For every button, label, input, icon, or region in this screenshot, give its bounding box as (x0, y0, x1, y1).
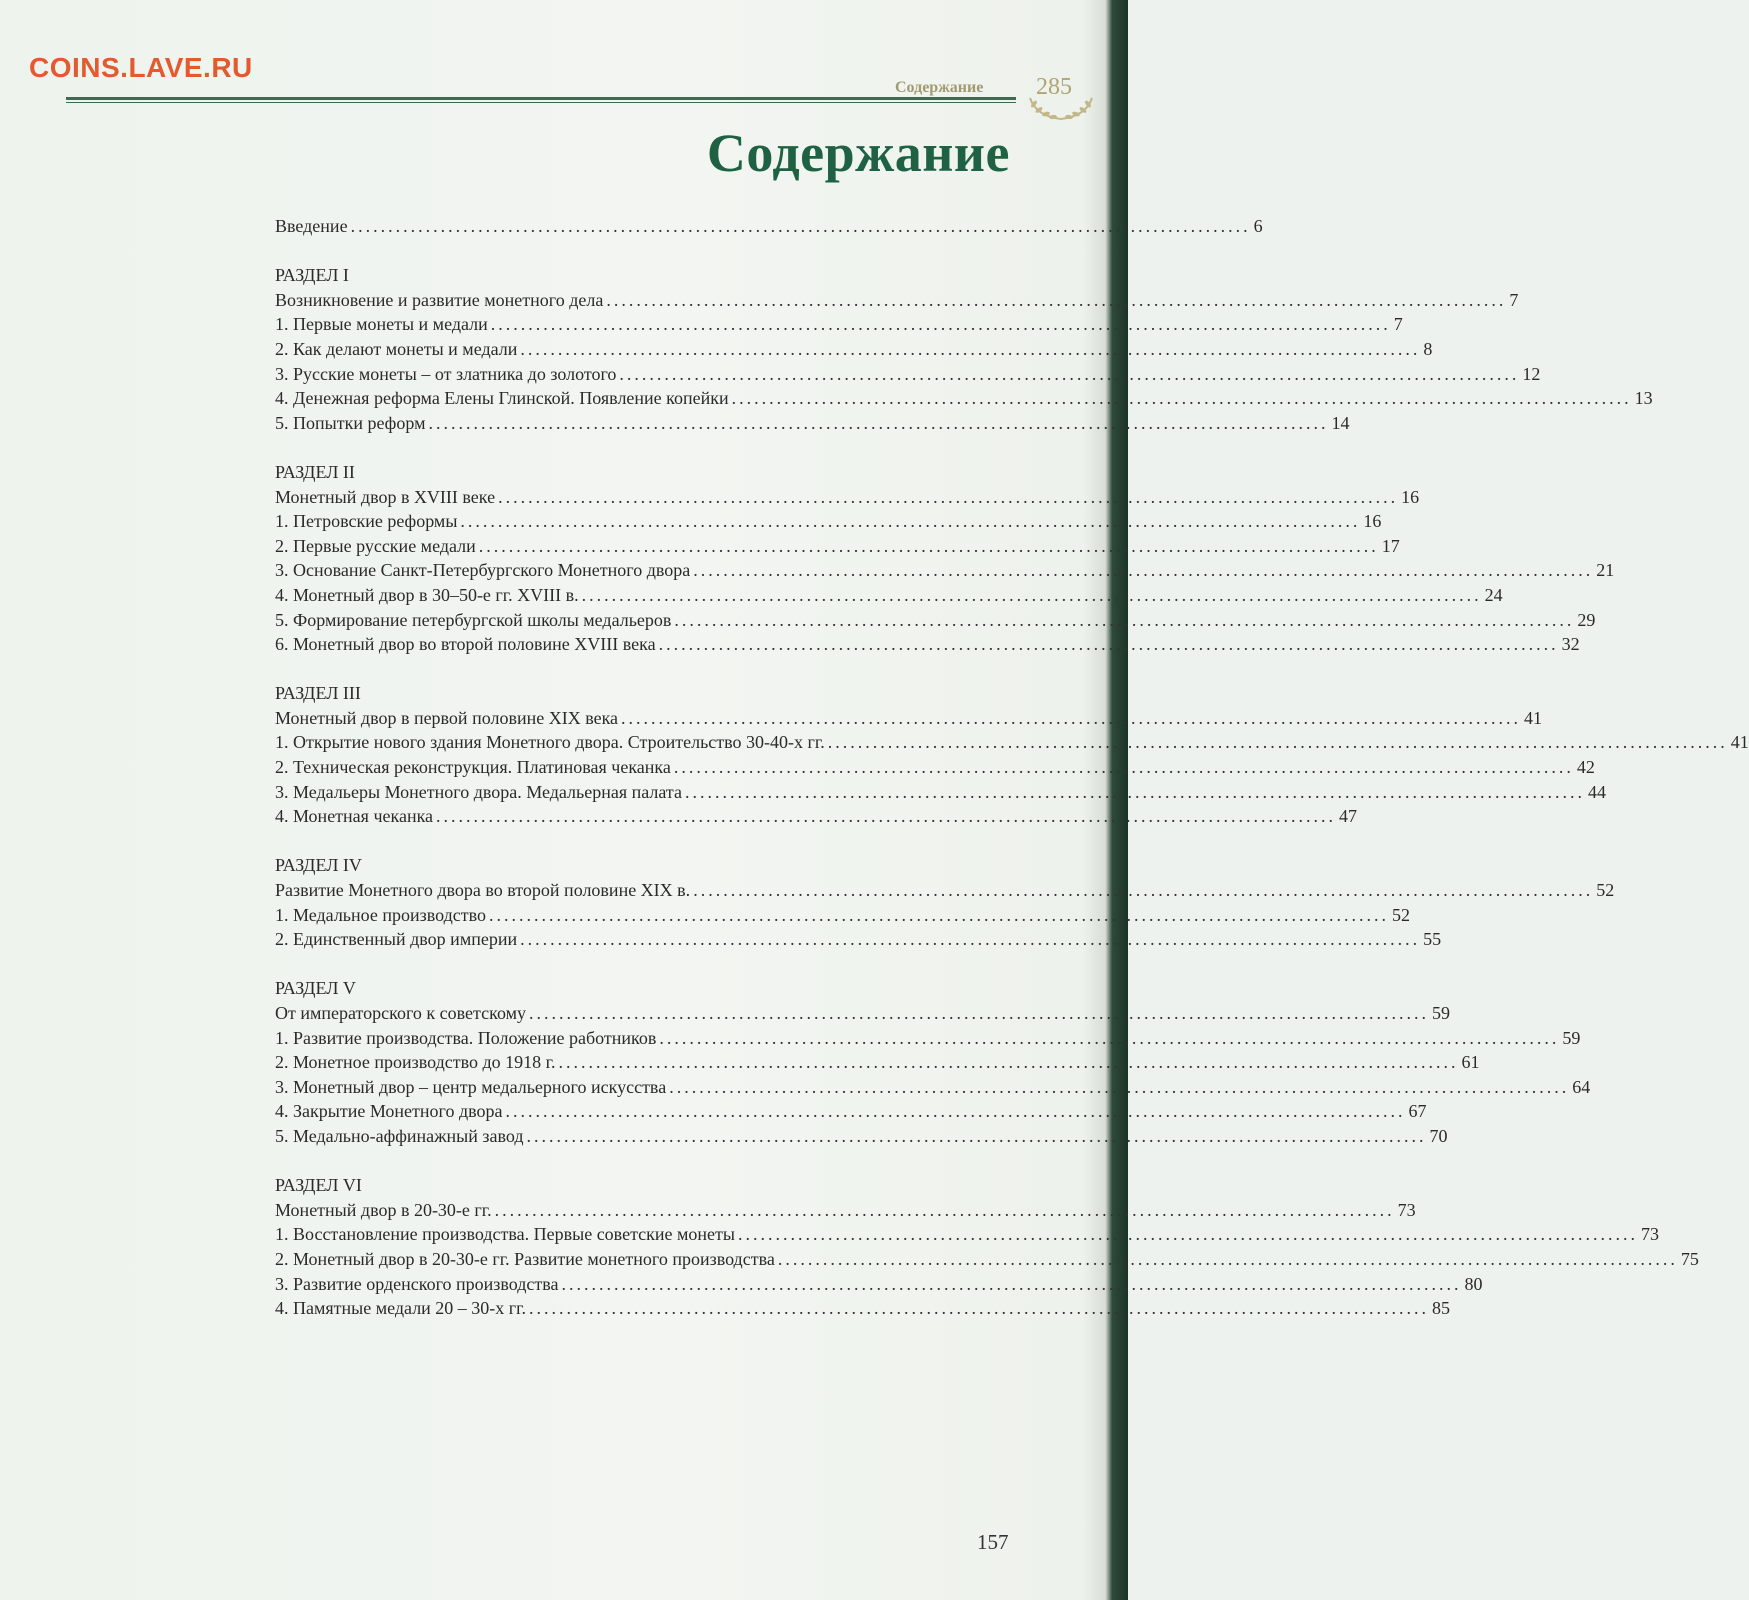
toc-entry-title: 2. Монетное производство до 1918 г. (275, 1052, 556, 1073)
toc-entry-title: 1. Первые монеты и медали (275, 314, 488, 335)
toc-section-heading: РАЗДЕЛ I (275, 265, 349, 286)
toc-leader: ........................................................................................................................ (529, 1003, 1429, 1023)
toc-leader: ........................................................................................................................ (478, 535, 1379, 556)
toc-entry-page: 41 (1730, 732, 1749, 753)
toc-entry-page: 41 (1524, 707, 1543, 728)
toc-section (275, 460, 1615, 657)
toc-entry (275, 804, 1358, 829)
toc-leader: ........................................................................................................................ (520, 338, 1421, 359)
table-of-contents (275, 214, 1749, 1321)
toc-entry (275, 927, 1442, 952)
toc-leader: ........................................................................................................................ (529, 1298, 1430, 1319)
toc-entry-title: 1. Восстановление производства. Первые советские монеты (275, 1224, 735, 1245)
toc-entry-title: Возникновение и развитие монетного дела (275, 289, 604, 310)
toc-entry (275, 1247, 1699, 1272)
toc-entry-page: 44 (1588, 781, 1607, 802)
toc-leader: ........................................................................................................................ (498, 486, 1399, 507)
toc-leader: ........................................................................................................................ (621, 707, 1522, 728)
toc-leader: ........................................................................................................................ (673, 757, 1574, 778)
toc-leader: ........................................................................................................................ (428, 412, 1329, 433)
toc-entry-page: 70 (1429, 1125, 1448, 1146)
toc-entry-title: 2. Монетный двор в 20-30-е гг. Развитие монетного производства (275, 1248, 775, 1269)
toc-entry (275, 534, 1400, 559)
toc-leader: ........................................................................................................................ (827, 732, 1728, 753)
toc-leader: ........................................................................................................................ (658, 634, 1559, 655)
page-title: Содержание (706, 123, 1010, 183)
toc-entry (275, 903, 1410, 928)
toc-entry-page: 75 (1680, 1248, 1699, 1269)
toc-entry (275, 1296, 1451, 1321)
toc-entry (275, 1026, 1581, 1051)
toc-entry (275, 730, 1749, 755)
toc-section (275, 681, 1749, 829)
toc-section-heading: РАЗДЕЛ II (275, 461, 355, 482)
toc-entry-page: 85 (1432, 1298, 1451, 1319)
toc-entry-page: 16 (1401, 486, 1420, 507)
toc-entry (275, 780, 1607, 805)
toc-entry-intro (275, 214, 1263, 239)
toc-entry-page: 16 (1363, 511, 1382, 532)
toc-entry (275, 583, 1503, 608)
toc-entry-title: 4. Денежная реформа Елены Глинской. Появление копейки (275, 388, 729, 409)
toc-entry (275, 288, 1519, 313)
toc-entry-page: 59 (1562, 1027, 1581, 1048)
toc-entry-title: Развитие Монетного двора во второй половине XIX в. (275, 880, 691, 901)
toc-parts (275, 263, 1749, 1321)
toc-section (275, 853, 1615, 951)
toc-leader: ........................................................................................................................ (693, 560, 1594, 581)
toc-entry-title: 2. Как делают монеты и медали (275, 338, 518, 359)
toc-entry (275, 878, 1615, 903)
toc-leader: ........................................................................................................................ (674, 609, 1575, 630)
toc-entry-page: 12 (1522, 363, 1541, 384)
toc-entry-page: 29 (1577, 609, 1596, 630)
toc-entry (275, 1099, 1427, 1124)
toc-entry-page: 73 (1640, 1224, 1659, 1245)
toc-leader: ........................................................................................................................ (606, 289, 1507, 310)
toc-entry (275, 1222, 1659, 1247)
book-page-number: 285 (1036, 74, 1072, 100)
toc-entry-title: 2. Единственный двор империи (275, 929, 518, 950)
toc-entry (275, 755, 1595, 780)
toc-entry-page: 42 (1576, 757, 1595, 778)
toc-entry-title: 4. Монетная чеканка (275, 806, 434, 827)
toc-entry-title: 3. Русские монеты – от златника до золотого (275, 363, 617, 384)
toc-leader: ........................................................................................................................ (669, 1076, 1570, 1097)
toc-entry-title: 4. Закрытие Монетного двора (275, 1101, 503, 1122)
toc-entry-page: 80 (1464, 1273, 1483, 1294)
page-folio: 157 (977, 1530, 1009, 1554)
toc-leader: ........................................................................................................................ (581, 584, 1482, 605)
toc-entry-page: 17 (1381, 535, 1400, 556)
toc-entry-page: 14 (1331, 412, 1350, 433)
toc-entry-title: 1. Петровские реформы (275, 511, 458, 532)
toc-entry (275, 632, 1580, 657)
toc-entry (275, 509, 1382, 534)
toc-leader: ........................................................................................................................ (777, 1248, 1678, 1269)
header-rule (66, 97, 1016, 103)
toc-section (275, 1173, 1699, 1321)
toc-entry-title: 3. Монетный двор – центр медальерного искусства (275, 1076, 667, 1097)
toc-entry-title: 3. Медальеры Монетного двора. Медальерная палата (275, 781, 683, 802)
laurel-icon (1022, 94, 1100, 122)
toc-entry (275, 558, 1615, 583)
toc-entry-title: Монетный двор в 20-30-е гг. (275, 1199, 492, 1220)
toc-entry-page: 67 (1408, 1101, 1427, 1122)
toc-entry-title: 5. Медально-аффинажный завод (275, 1125, 524, 1146)
toc-entry-page: 8 (1423, 338, 1433, 359)
toc-entry-page: 13 (1634, 388, 1653, 409)
toc-entry-title: Монетный двор в первой половине XIX века (275, 707, 619, 728)
toc-leader: ........................................................................................................................ (460, 511, 1361, 532)
running-head: Содержание (895, 79, 984, 96)
toc-entry (275, 1124, 1448, 1149)
toc-entry-page: 32 (1561, 634, 1580, 655)
toc-entry-title: 3. Развитие орденского производства (275, 1273, 559, 1294)
toc-leader: ........................................................................................................................ (659, 1027, 1560, 1048)
toc-entry-title: 5. Формирование петербургской школы медальеров (275, 609, 672, 630)
toc-entry-title: 1. Открытие нового здания Монетного двора. Строительство 30-40-х гг. (275, 732, 825, 753)
toc-leader: ........................................................................................................................ (685, 781, 1586, 802)
toc-entry (275, 608, 1596, 633)
toc-leader: ........................................................................................................................ (488, 904, 1389, 925)
toc-entry-title: 2. Техническая реконструкция. Платиновая чеканка (275, 757, 671, 778)
toc-entry-title: Введение (275, 216, 348, 236)
toc-leader: ........................................................................................................................ (619, 363, 1520, 384)
toc-leader: ........................................................................................................................ (350, 216, 1251, 236)
toc-entry (275, 312, 1403, 337)
toc-entry (275, 362, 1541, 387)
toc-entry-page: 64 (1572, 1076, 1591, 1097)
toc-entry-title: 4. Монетный двор в 30–50-е гг. XVIII в. (275, 584, 579, 605)
toc-entry (275, 706, 1543, 731)
toc-section (275, 263, 1653, 435)
toc-leader: ........................................................................................................................ (494, 1199, 1395, 1220)
toc-entry-page: 47 (1339, 806, 1358, 827)
toc-entry-page: 61 (1461, 1052, 1480, 1073)
toc-entry (275, 411, 1350, 436)
toc-leader: ........................................................................................................................ (436, 806, 1337, 827)
toc-leader: ........................................................................................................................ (490, 314, 1391, 335)
toc-section-heading: РАЗДЕЛ III (275, 683, 361, 704)
toc-entry (275, 1050, 1480, 1075)
toc-section-heading: РАЗДЕЛ V (275, 978, 356, 999)
toc-entry (275, 1198, 1416, 1223)
toc-entry-title: 1. Медальное производство (275, 904, 486, 925)
toc-entry (275, 485, 1420, 510)
toc-entry (275, 1272, 1483, 1297)
toc-entry-title: От императорского к советскому (275, 1003, 526, 1023)
toc-entry-page: 24 (1484, 584, 1503, 605)
toc-section-heading: РАЗДЕЛ IV (275, 855, 362, 876)
toc-entry-title: Монетный двор в XVIII веке (275, 486, 496, 507)
toc-entry-title: 6. Монетный двор во второй половине XVIII века (275, 634, 656, 655)
toc-leader: ........................................................................................................................ (526, 1125, 1427, 1146)
toc-leader: ........................................................................................................................ (558, 1052, 1459, 1073)
toc-entry (275, 337, 1433, 362)
toc-entry-page: 73 (1397, 1199, 1416, 1220)
toc-entry-title: 3. Основание Санкт-Петербургского Монетного двора (275, 560, 691, 581)
toc-entry-title: 2. Первые русские медали (275, 535, 476, 556)
toc-entry-page: 7 (1393, 314, 1403, 335)
toc-entry (275, 386, 1653, 411)
toc-entry-page: 59 (1432, 1003, 1450, 1023)
toc-leader: ........................................................................................................................ (731, 388, 1632, 409)
toc-entry-page: 55 (1423, 929, 1442, 950)
toc-entry-page: 7 (1509, 289, 1519, 310)
toc-leader: ........................................................................................................................ (561, 1273, 1462, 1294)
toc-section-heading: РАЗДЕЛ VI (275, 1175, 362, 1196)
toc-section (275, 976, 1591, 1148)
toc-entry (275, 1001, 1450, 1026)
toc-leader: ........................................................................................................................ (520, 929, 1421, 950)
toc-entry (275, 1075, 1591, 1100)
toc-entry-title: 5. Попытки реформ (275, 412, 426, 433)
toc-leader: ........................................................................................................................ (737, 1224, 1638, 1245)
toc-entry-page: 52 (1391, 904, 1410, 925)
toc-entry-title: 1. Развитие производства. Положение работников (275, 1027, 657, 1048)
toc-leader: ........................................................................................................................ (505, 1101, 1406, 1122)
toc-entry-page: 52 (1596, 880, 1615, 901)
toc-entry-page: 6 (1253, 216, 1263, 236)
toc-entry-title: 4. Памятные медали 20 – 30-х гг. (275, 1298, 527, 1319)
watermark: COINS.LAVE.RU (29, 52, 253, 83)
toc-leader: ........................................................................................................................ (693, 880, 1594, 901)
toc-entry-page: 21 (1596, 560, 1615, 581)
